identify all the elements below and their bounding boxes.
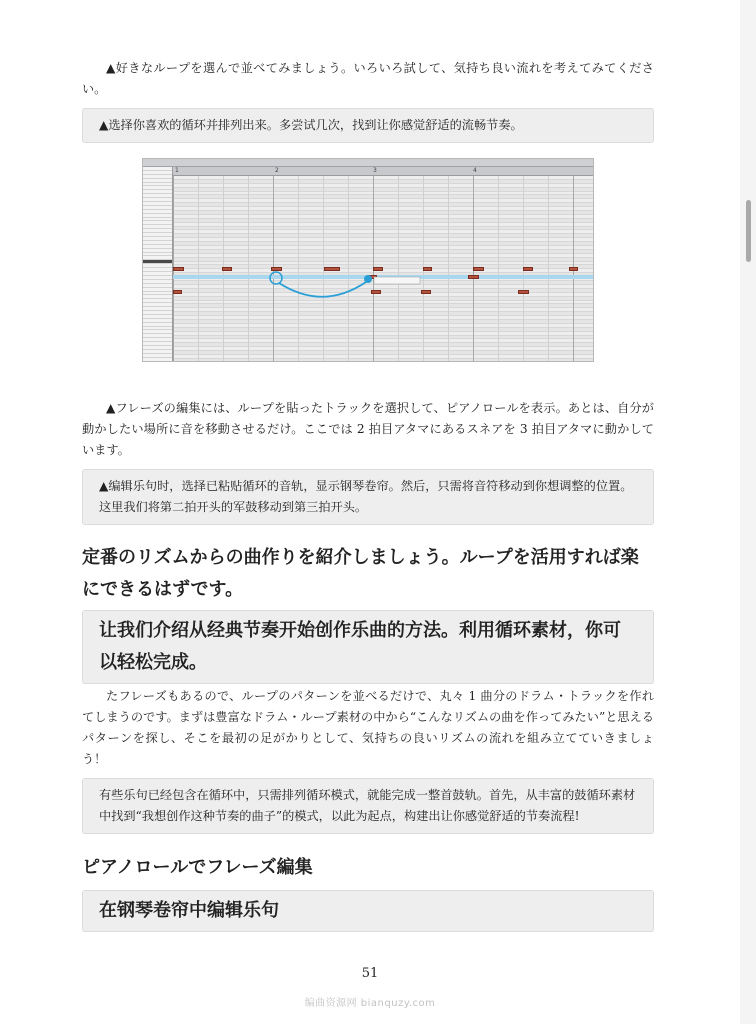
paragraph-1-ja: ▲好きなループを選んで並べてみましょう。いろいろ試して、気持ち良い流れを考えてみてください。 xyxy=(82,61,654,96)
piano-roll-figure xyxy=(142,158,594,362)
move-arrow xyxy=(143,159,594,362)
paragraph-3-zh: 有些乐句已经包含在循环中，只需排列循环模式，就能完成一整首鼓轨。首先，从丰富的鼓循环素材中找到“我想创作这种节奏的曲子”的模式，以此为起点，构建出让你感觉舒适的节奏流程! xyxy=(99,788,636,823)
scrollbar-thumb[interactable] xyxy=(746,200,751,262)
section-heading-zh: 让我们介绍从经典节奏开始创作乐曲的方法。利用循环素材，你可以轻松完成。 xyxy=(99,620,621,673)
section-heading-zh-box xyxy=(82,610,654,684)
watermark: 编曲资源网 bianquzy.com xyxy=(304,998,436,1009)
paragraph-2-zh: ▲编辑乐句时，选择已粘贴循环的音轨，显示钢琴卷帘。然后，只需将音符移动到你想调整的位置。这里我们将第二拍开头的军鼓移动到第三拍开头。 xyxy=(99,479,633,514)
ruler-label: 1 xyxy=(175,167,179,174)
page-number: 51 xyxy=(361,966,379,981)
subsection-heading-zh: 在钢琴卷帘中编辑乐句 xyxy=(99,900,279,921)
note-tooltip xyxy=(374,277,420,284)
ruler-label: 3 xyxy=(373,167,377,174)
translation-box-2 xyxy=(82,469,654,525)
paragraph-1-zh: ▲选择你喜欢的循环并排列出来。多尝试几次，找到让你感觉舒适的流畅节奏。 xyxy=(99,118,523,132)
translation-box-1 xyxy=(82,108,654,143)
source-position-marker xyxy=(270,272,282,284)
subsection-heading-zh-box xyxy=(82,890,654,932)
scrollbar[interactable] xyxy=(740,0,756,1024)
paragraph-2-ja: ▲フレーズの編集には、ループを貼ったトラックを選択して、ピアノロールを表示。あとは、自分が動かしたい場所に音を移動させるだけ。ここでは 2 拍目アタマにあるスネアを 3 拍目アタマに動かしています。 xyxy=(82,401,654,457)
move-arrow-path xyxy=(279,282,366,297)
translation-box-3 xyxy=(82,778,654,834)
subsection-heading-ja: ピアノロールでフレーズ編集 xyxy=(82,857,313,878)
section-heading-ja: 定番のリズムからの曲作りを紹介しましょう。ループを活用すれば楽にできるはずです。 xyxy=(82,547,639,600)
paragraph-3-ja: たフレーズもあるので、ループのパターンを並べるだけで、丸々 1 曲分のドラム・トラックを作れてしまうのです。まずは豊富なドラム・ループ素材の中から“こんなリズムの曲を作ってみたい”と思えるパターンを探し、そこを最初の足がかりとして、気持ちの良いリズムの流れを組み立てていきましょう！ xyxy=(82,689,654,766)
ruler-label: 4 xyxy=(473,167,477,174)
arrow-head-icon xyxy=(364,275,372,283)
ruler-label: 2 xyxy=(275,167,279,174)
